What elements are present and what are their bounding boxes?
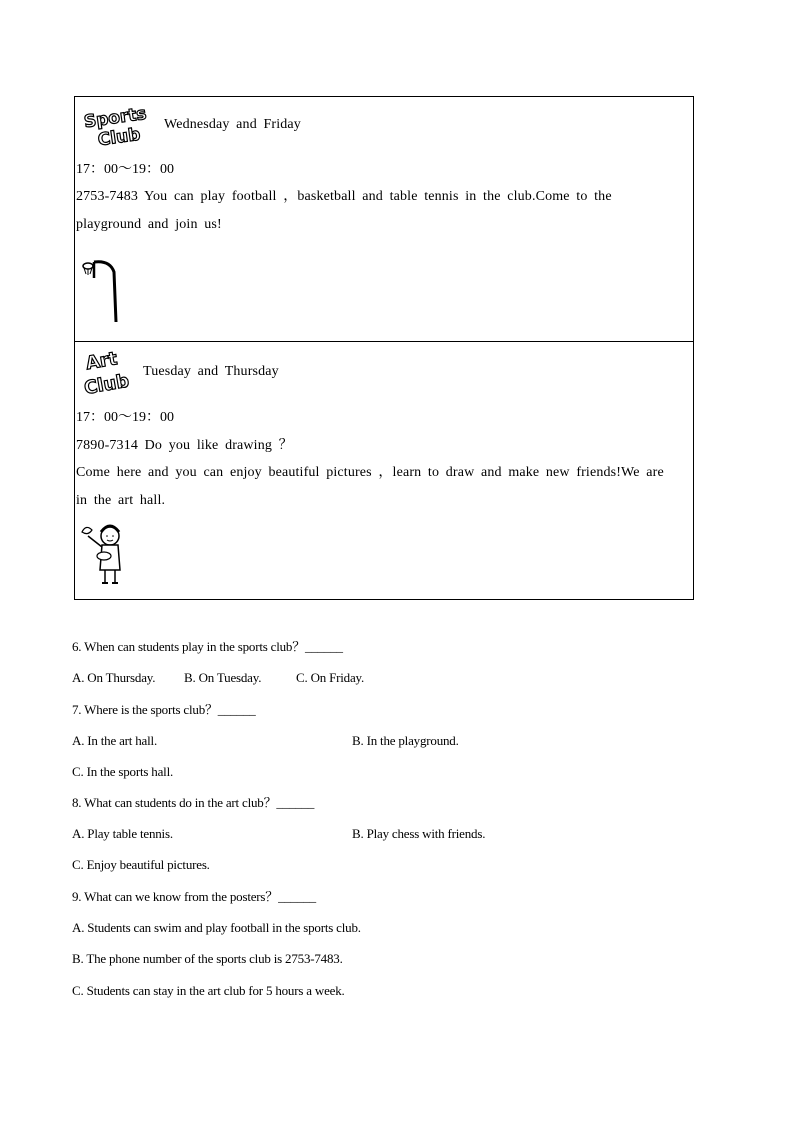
question-8-option-c[interactable]: C. Enjoy beautiful pictures. (72, 857, 210, 872)
question-8-option-b[interactable]: B. Play chess with friends. (352, 826, 486, 841)
art-club-time: 17：00～19：00 (76, 410, 174, 425)
question-9: 9. What can we know from the posters？______ (72, 889, 316, 904)
question-9-option-b[interactable]: B. The phone number of the sports club is 2753-7483. (72, 951, 343, 966)
question-6-option-a[interactable]: A. On Thursday. (72, 670, 156, 685)
question-7-option-b[interactable]: B. In the playground. (352, 733, 459, 748)
question-7-option-a[interactable]: A. In the art hall. (72, 733, 158, 748)
art-club-logo (80, 344, 142, 400)
art-club-days: Tuesday and Thursday (143, 364, 279, 379)
girl-painting-icon (76, 518, 136, 590)
art-club-text-line-2: Come here and you can enjoy beautiful pictures ，learn to draw and make new friends!We are (76, 465, 664, 480)
question-8: 8. What can students do in the art club？______ (72, 795, 315, 810)
question-6: 6. When can students play in the sports club？______ (72, 639, 343, 654)
art-club-text-line-3: in the art hall. (76, 493, 166, 508)
question-7-option-c[interactable]: C. In the sports hall. (72, 764, 174, 779)
question-6-option-b[interactable]: B. On Tuesday. (184, 670, 262, 685)
question-9-option-c[interactable]: C. Students can stay in the art club for 5 hours a week. (72, 983, 345, 998)
sports-club-logo-word-2: Club (96, 124, 142, 151)
art-club-text-line-1: 7890-7314 Do you like drawing ？ (76, 438, 293, 453)
question-9-option-a[interactable]: A. Students can swim and play football in the sports club. (72, 920, 361, 935)
question-6-option-c[interactable]: C. On Friday. (296, 670, 365, 685)
sports-club-text-line-1: 2753-7483 You can play football ，basketball and table tennis in the club.Come to the (76, 189, 612, 204)
art-club-logo-word-2: Club (82, 370, 131, 400)
sports-club-logo (78, 99, 156, 151)
sports-club-days: Wednesday and Friday (164, 117, 301, 132)
sports-club-text-line-2: playground and join us! (76, 217, 222, 232)
question-7: 7. Where is the sports club？______ (72, 702, 256, 717)
sports-club-logo-word-1: Sports (82, 103, 148, 133)
art-club-logo-word-1: Art (84, 348, 119, 375)
basketball-hoop-icon (78, 250, 128, 330)
question-8-option-a[interactable]: A. Play table tennis. (72, 826, 173, 841)
sports-club-time: 17：00～19：00 (76, 162, 174, 177)
